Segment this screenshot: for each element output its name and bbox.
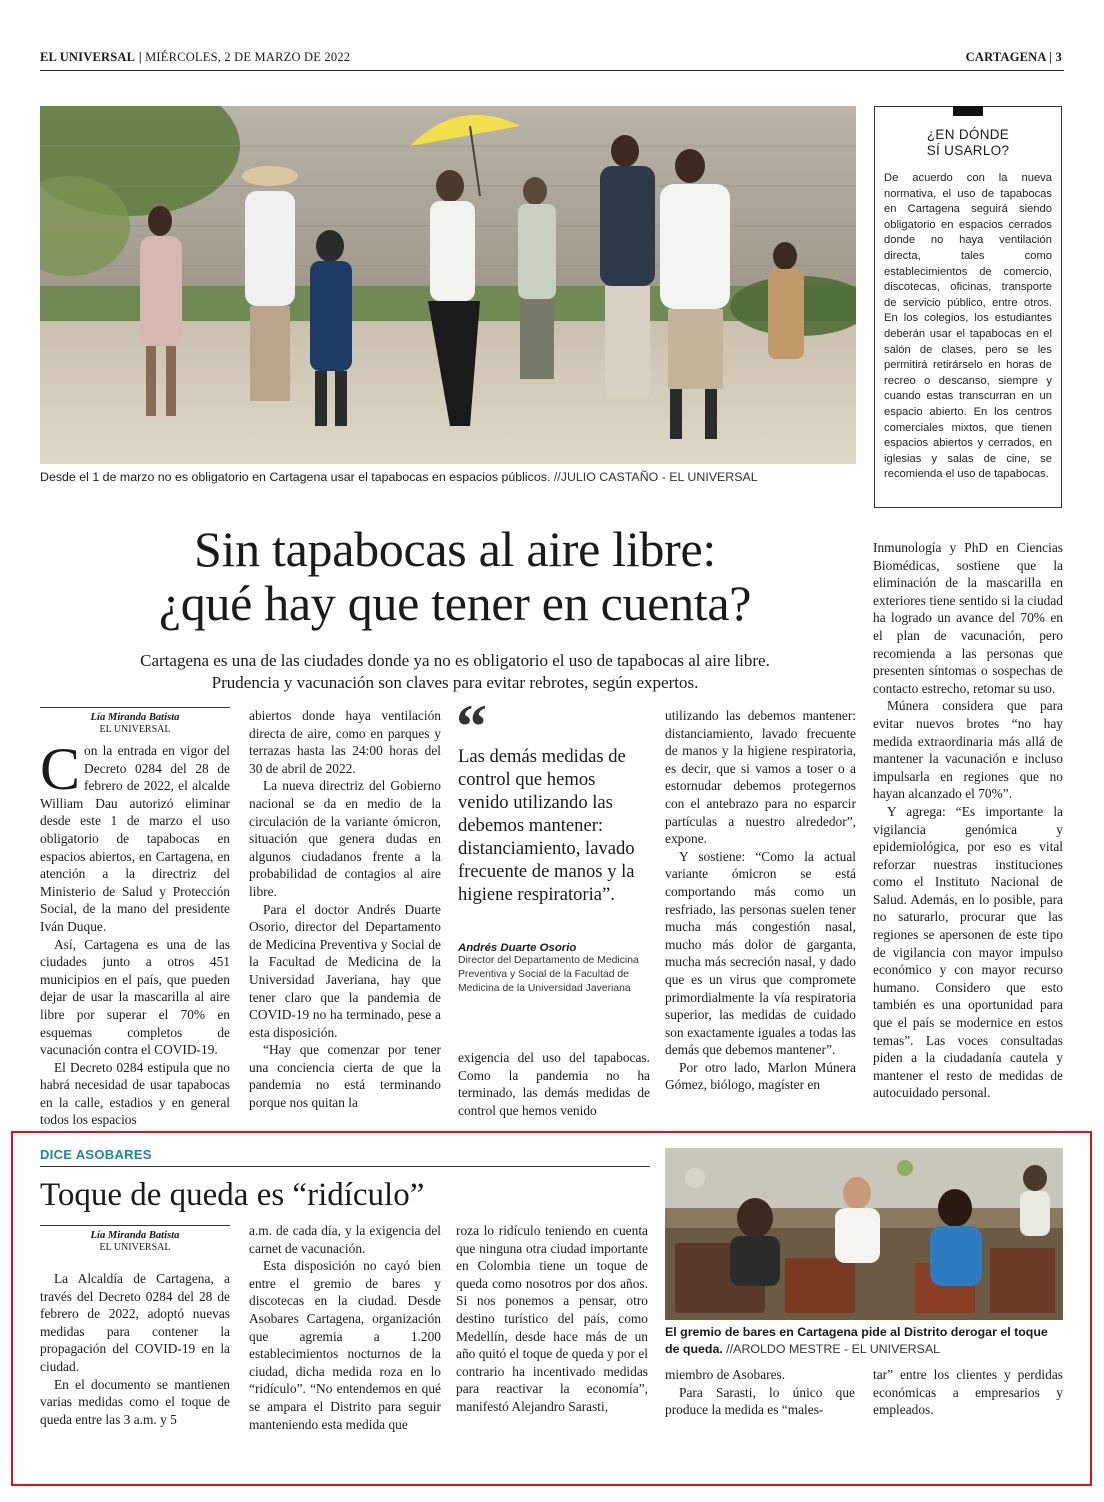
main-byline bbox=[40, 712, 230, 736]
page-header-left: EL UNIVERSAL | MIÉRCOLES, 2 DE MARZO DE 2022 bbox=[40, 50, 351, 64]
main-column-1 bbox=[40, 736, 230, 1129]
main-subhead-line1: Cartagena es una de las ciudades donde ya no es obligatorio el uso de tapabocas al aire libre. bbox=[140, 651, 770, 670]
second-col2-paragraph-1: a.m. de cada día, y la exigencia del carnet de vacunación. bbox=[249, 1223, 441, 1256]
second-column-1 bbox=[40, 1270, 230, 1428]
main-subhead bbox=[40, 650, 870, 694]
page-header-right: CARTAGENA | 3 bbox=[965, 50, 1062, 64]
main-subhead-line2: Prudencia y vacunación son claves para evitar rebrotes, según expertos. bbox=[211, 673, 699, 692]
pull-quote: Las demás medidas de control que hemos venido utilizando las debemos mantener: distanciamiento, lavado frecuente de manos y la higiene respiratoria”. bbox=[458, 746, 635, 905]
second-column-2 bbox=[249, 1222, 441, 1433]
col3-paragraph: exigencia del uso del tapabocas. Como la pandemia no ha terminado, las demás medidas de control que hemos venido bbox=[458, 1050, 650, 1118]
page-number: 3 bbox=[1055, 50, 1062, 64]
second-byline bbox=[40, 1230, 230, 1254]
col2-paragraph-1: abiertos donde haya ventilación directa de aire, como en parques y terrazas hasta las 24:00 horas del 30 de abril de 2022. bbox=[249, 708, 441, 776]
byline-rule bbox=[40, 707, 230, 708]
main-column-3-bottom bbox=[458, 1049, 650, 1119]
col1-paragraph-3: El Decreto 0284 estipula que no habrá necesidad de usar tapabocas en la calle, estadios y en general todos los espacios bbox=[40, 1059, 230, 1128]
col4-paragraph-2: Y sostiene: “Como la actual variante ómicron se está comportando más como un resfriado, las personas suelen tener mucha más congestión nasal, mucho más dolor de garganta, mucha más secreción nasal, y dado que es un virus que compromete primordialmente la vía respiratoria superior, las medidas de cuidado son exactamente iguales a todas las demás que debemos mantener”. bbox=[665, 848, 856, 1058]
top-photo-caption bbox=[40, 469, 856, 486]
second-author-org: EL UNIVERSAL bbox=[99, 1242, 171, 1253]
col5-paragraph-1: Inmunología y PhD en Ciencias Biomédicas, sostiene que la eliminación de la mascarilla en exteriores tiene sentido si la ciudad ha logrado un avance del 70% en el plan de vacunación, pero recomienda a las personas que presenten síntomas o sospechas de contacto estrecho, retomar su uso. bbox=[873, 540, 1063, 696]
second-column-5 bbox=[873, 1366, 1063, 1419]
quote-name: Andrés Duarte Osorio bbox=[458, 942, 577, 954]
second-col1-paragraph-1: La Alcaldía de Cartagena, a través del Decreto 0284 del 28 de febrero de 2022, adoptó nuevas medidas para contener la propagación del COVID-19 en la ciudad. bbox=[40, 1271, 230, 1374]
sidebar-title bbox=[884, 127, 1052, 159]
main-author-org: EL UNIVERSAL bbox=[99, 724, 171, 735]
col4-paragraph-3: Por otro lado, Marlon Múnera Gómez, biólogo, magíster en bbox=[665, 1059, 856, 1093]
second-col1-paragraph-2: En el documento se mantienen varias medidas como el toque de queda entre las 3 a.m. y 5 bbox=[40, 1376, 230, 1427]
main-headline-line1: Sin tapabocas al aire libre: bbox=[194, 521, 716, 577]
second-byline-rule bbox=[40, 1225, 230, 1226]
second-col2-paragraph-2: Esta disposición no cayó bien entre el gremio de bares y discotecas en la ciudad. Desde Asobares Cartagena, organización que agremia a 1.200 establecimientos nocturnos de la ciudad, dicha medida roza en lo “ridículo”. “No entendemos en qué se ampara el Distrito para seguir manteniendo esta medida que bbox=[249, 1258, 441, 1432]
second-column-4 bbox=[665, 1366, 855, 1419]
issue-date: MIÉRCOLES, 2 DE MARZO DE 2022 bbox=[145, 50, 351, 64]
sidebar-title-line1: ¿EN DÓNDE bbox=[926, 127, 1010, 142]
col5-paragraph-2: Múnera considera que para evitar nuevos brotes “no hay medida extraordinaria más allá de mantener la vacunación e incluso impulsarla en regiones que no hayan alcanzado el 70%”. bbox=[873, 698, 1063, 802]
col1-paragraph-1: on la entrada en vigor del Decreto 0284 del 28 de febrero de 2022, el alcalde William Dau autorizó eliminar desde este 1 de marzo el uso obligatorio de tapabocas en espacios abiertos, en Cartagena, en atención a la directriz del Ministerio de Salud y Protección Social, de la mano del presidente Iván Duque. bbox=[40, 743, 230, 934]
main-column-2 bbox=[249, 707, 441, 1112]
dropcap: C bbox=[40, 736, 81, 802]
col5-paragraph-3: Y agrega: “Es importante la vigilancia genómica y epidemiológica, por eso es vital reforzar nuestras instituciones como el Instituto Nacional de Salud. Además, en lo posible, para no saturarlo, procurar que las regiones se apersonen de este tipo de vigilancia con mayor impulso económico y con mayor recurso humano. Considero que esto también es una oportunidad para que el país se modernice en estos temas”. Las voces consultadas piden a la ciudadanía cautela y mantener el resto de medidas de autocuidado personal. bbox=[873, 803, 1063, 1101]
second-article-kicker: DICE ASOBARES bbox=[40, 1147, 152, 1162]
bar-photo-caption-text: El gremio de bares en Cartagena pide al Distrito derogar el toque de queda. bbox=[665, 1325, 1048, 1356]
sidebar-corner-mark bbox=[953, 106, 983, 116]
section-name: CARTAGENA bbox=[965, 50, 1046, 64]
bar-photo-caption bbox=[665, 1324, 1063, 1358]
bar-photo bbox=[665, 1148, 1063, 1320]
quote-attribution bbox=[458, 942, 650, 996]
col4-paragraph-1: utilizando las debemos mantener: distanciamiento, lavado frecuente de manos y la higiene respiratoria, es decir, que si vamos a toser o a estornudar debemos protegernos con el antebrazo para no esparcir partículas a nuestro alrededor”, expone. bbox=[665, 708, 856, 847]
sidebar-title-line2: SÍ USARLO? bbox=[926, 143, 1010, 158]
second-col4-paragraph-1: miembro de Asobares. bbox=[665, 1367, 786, 1382]
second-col4-paragraph-2: Para Sarasti, lo único que produce la medida es “males- bbox=[665, 1384, 855, 1418]
top-photo bbox=[40, 106, 856, 464]
bar-photo-credit: //AROLDO MESTRE - EL UNIVERSAL bbox=[726, 1342, 940, 1356]
header-rule bbox=[40, 70, 1064, 71]
main-column-4 bbox=[665, 707, 856, 1094]
second-column-3 bbox=[456, 1222, 648, 1416]
second-col3-paragraph-1: roza lo ridículo teniendo en cuenta que ninguna otra ciudad importante en Colombia tiene un toque de queda como nosotros por dos años. Si nos ponemos a pensar, otro destino turístico del país, como Medellín, desde hace más de un año quitó el toque de queda y por el contrario ha incentivado medidas para reactivar la economía”, manifestó Alejandro Sarasti, bbox=[456, 1223, 648, 1414]
sidebar-box bbox=[874, 106, 1062, 508]
kicker-rule bbox=[40, 1166, 650, 1167]
main-headline bbox=[40, 522, 870, 630]
main-headline-line2: ¿qué hay que tener en cuenta? bbox=[158, 575, 752, 631]
col2-paragraph-4: “Hay que comenzar por tener una conciencia cierta de que la pandemia no está terminando porque nos quitan la bbox=[249, 1042, 441, 1111]
sidebar-body: De acuerdo con la nueva normativa, el uso de tapabocas en Cartagena seguirá siendo obligatorio en espacios cerrados donde no haya ventilación directa, tales como establecimientos de comercio, discotecas, oficinas, transporte de servicio público, entre otros. En los colegios, los estudiantes deberán usar el tapabocas en el salón de clases, pero se les permitirá retirárselo en horas de recreo o descanso, siempre y cuando estas transcurran en un espacio abierto. En los centros comerciales mixtos, que tienen espacios abiertos y cerrados, en iglesias y salas de cine, se recomienda el uso de tapabocas. bbox=[884, 172, 1052, 481]
quote-title: Director del Departamento de Medicina Preventiva y Social de la Facultad de Medicina de la Universidad Javeriana bbox=[458, 955, 639, 994]
col1-paragraph-2: Así, Cartagena es una de las ciudades junto a otros 451 municipios en el país, que pueden dejar de usar la mascarilla al aire libre por superar el 70% en esquemas completos de vacunación contra el COVID-19. bbox=[40, 936, 230, 1058]
second-author: Lía Miranda Batista bbox=[90, 1230, 180, 1241]
top-photo-credit: //JULIO CASTAÑO - EL UNIVERSAL bbox=[553, 470, 758, 484]
main-author: Lía Miranda Batista bbox=[90, 712, 180, 723]
col2-paragraph-3: Para el doctor Andrés Duarte Osorio, director del Departamento de Medicina Preventiva y Social de la Facultad de Medicina de la Universidad Javeriana, hay que tener claro que la pandemia de COVID-19 no ha terminado, pese a esta disposición. bbox=[249, 901, 441, 1040]
col2-paragraph-2: La nueva directriz del Gobierno nacional se da en medio de la circulación de la variante ómicron, situación que genera dudas en algunos ciudadanos frente a la probabilidad de contagios al aire libre. bbox=[249, 778, 441, 899]
newspaper-name: EL UNIVERSAL bbox=[40, 50, 136, 64]
second-col5-paragraph-1: tar” entre los clientes y perdidas económicas a empresarios y empleados. bbox=[873, 1367, 1063, 1418]
second-article-headline: Toque de queda es “ridículo” bbox=[40, 1177, 425, 1213]
quote-mark-icon: “ bbox=[456, 693, 487, 761]
top-photo-caption-text: Desde el 1 de marzo no es obligatorio en Cartagena usar el tapabocas en espacios públicos. bbox=[40, 470, 551, 484]
main-column-5 bbox=[873, 539, 1063, 1102]
